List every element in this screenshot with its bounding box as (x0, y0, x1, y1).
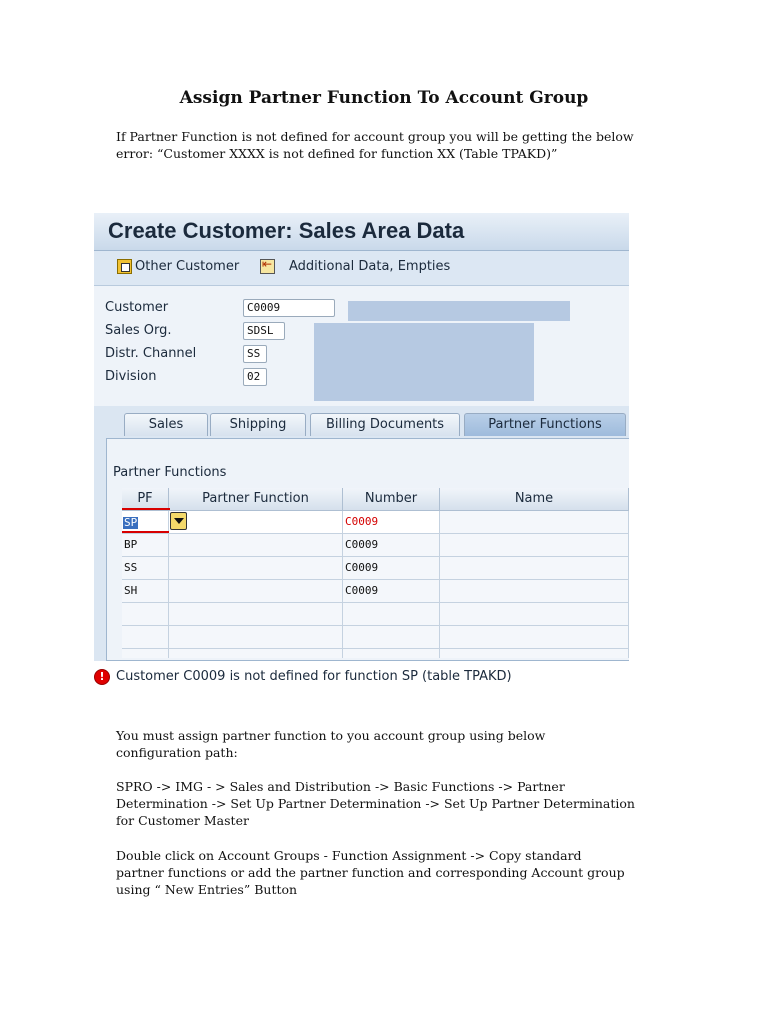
org-descriptions (314, 323, 534, 401)
distr-channel-label: Distr. Channel (105, 346, 197, 361)
column-header-name[interactable]: Name (440, 488, 629, 511)
sap-title-bar (94, 213, 629, 251)
error-icon: ! (94, 669, 110, 685)
sales-org-label: Sales Org. (105, 323, 172, 338)
dropdown-arrow-icon[interactable] (170, 512, 187, 530)
table-row-partner-function[interactable] (169, 557, 343, 580)
distr-channel-field[interactable]: SS (243, 345, 267, 363)
empty-cell[interactable] (122, 603, 169, 626)
division-field[interactable]: 02 (243, 368, 267, 386)
empty-cell[interactable] (169, 649, 343, 658)
empty-cell[interactable] (343, 603, 440, 626)
document-title: Assign Partner Function To Account Group (179, 88, 589, 108)
intro-line: error: “Customer XXXX is not defined for function XX (Table TPAKD)” (116, 146, 558, 161)
paragraph-line: partner functions or add the partner function and corresponding Account group (116, 865, 625, 880)
error-highlight (122, 508, 170, 533)
tab-strip (94, 409, 629, 439)
table-row-number[interactable]: C0009 (343, 534, 440, 557)
table-row-name (440, 580, 629, 603)
additional-data-label: Additional Data, Empties (289, 259, 451, 274)
paragraph-line: for Customer Master (116, 813, 249, 828)
table-row-partner-function[interactable] (169, 511, 343, 534)
table-row-number[interactable]: C0009 (343, 511, 440, 534)
table-row-partner-function[interactable] (169, 580, 343, 603)
intro-line: If Partner Function is not defined for account group you will be getting the below (116, 129, 634, 144)
intro-paragraph (116, 128, 676, 162)
empty-cell[interactable] (343, 626, 440, 649)
sap-screen-title: Create Customer: Sales Area Data (108, 218, 465, 243)
table-row-name (440, 511, 629, 534)
empty-cell (440, 603, 629, 626)
table-row-name (440, 534, 629, 557)
empty-cell (440, 626, 629, 649)
column-header-partner-function[interactable]: Partner Function (169, 488, 343, 511)
sap-toolbar (94, 251, 629, 286)
group-title: Partner Functions (113, 465, 227, 480)
empty-cell[interactable] (169, 626, 343, 649)
paragraph-line: SPRO -> IMG - > Sales and Distribution -> Basic Functions -> Partner (116, 779, 565, 794)
paragraph-line: You must assign partner function to you account group using below (116, 728, 546, 743)
empty-cell[interactable] (122, 649, 169, 658)
empty-cell[interactable] (122, 626, 169, 649)
config-path-intro (116, 727, 676, 761)
table-row-name (440, 557, 629, 580)
table-row-pf[interactable]: BP (122, 534, 169, 557)
empty-cell[interactable] (343, 649, 440, 658)
tab-billing-documents[interactable]: Billing Documents (310, 413, 460, 436)
division-label: Division (105, 369, 157, 384)
tab-shipping[interactable]: Shipping (210, 413, 306, 436)
tab-sales[interactable]: Sales (124, 413, 208, 436)
header-fields (94, 286, 629, 406)
instructions-paragraph (116, 847, 676, 898)
status-bar (94, 666, 524, 688)
partner-functions-table (122, 488, 629, 658)
table-row-number[interactable]: C0009 (343, 557, 440, 580)
customer-description (348, 301, 570, 321)
additional-data-icon (260, 259, 275, 274)
paragraph-line: Double click on Account Groups - Function Assignment -> Copy standard (116, 848, 582, 863)
table-row-number[interactable]: C0009 (343, 580, 440, 603)
paragraph-line: using “ New Entries” Button (116, 882, 298, 897)
table-row-pf[interactable]: SS (122, 557, 169, 580)
empty-cell (440, 649, 629, 658)
customer-field[interactable]: C0009 (243, 299, 335, 317)
paragraph-line: Determination -> Set Up Partner Determination -> Set Up Partner Determination (116, 796, 635, 811)
pf-selected-text: SP (124, 516, 138, 529)
paragraph-line: configuration path: (116, 745, 238, 760)
column-header-number[interactable]: Number (343, 488, 440, 511)
other-customer-label: Other Customer (135, 259, 240, 274)
customer-label: Customer (105, 300, 169, 315)
other-customer-icon (117, 259, 132, 274)
tab-partner-functions[interactable]: Partner Functions (464, 413, 626, 436)
sales-org-field[interactable]: SDSL (243, 322, 285, 340)
additional-data-button[interactable] (260, 259, 450, 274)
other-customer-button[interactable] (117, 259, 239, 274)
table-row-pf[interactable]: SH (122, 580, 169, 603)
table-row-partner-function[interactable] (169, 534, 343, 557)
config-path (116, 778, 676, 829)
empty-cell[interactable] (169, 603, 343, 626)
column-header-pf[interactable]: PF (122, 488, 169, 511)
status-message[interactable]: Customer C0009 is not defined for function SP (table TPAKD) (116, 669, 512, 684)
